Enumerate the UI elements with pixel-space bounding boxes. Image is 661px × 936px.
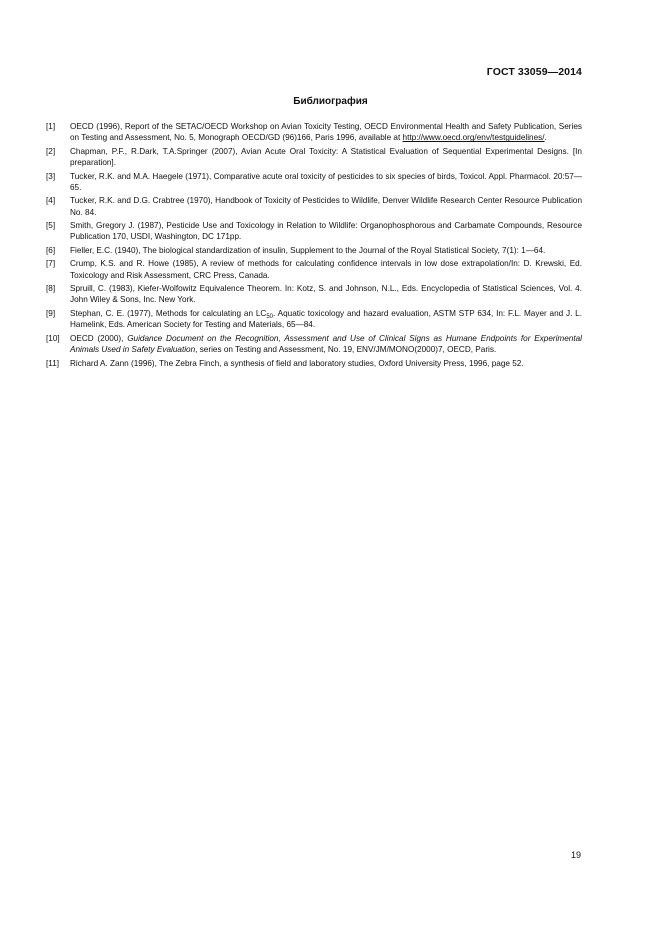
reference-text-part: Stephan, C. E. (1977), Methods for calculating an LC <box>70 308 267 318</box>
reference-number: [10] <box>46 333 60 343</box>
bibliography-title: Библиография <box>293 96 368 107</box>
reference-text: Fieller, E.C. (1940), The biological standardization of insulin, Supplement to the Journal of the Royal Statistical Society, 7(1): 1—64. <box>70 245 546 255</box>
reference-text: Spruill, C. (1983), Kiefer-Wolfowitz Equivalence Theorem. In: Kotz, S. and Johnson, N.L., Eds. Encyclopedia of Statistical Sciences, Vol. 4. John Wiley & Sons, Inc. New York. <box>70 284 582 305</box>
reference-number: [3] <box>46 171 56 181</box>
reference-text: Smith, Gregory J. (1987), Pesticide Use and Toxicology in Relation to Wildlife: Organophosphorous and Carbamate Compounds, Resource Publication 170, USDI, Washington, DC 171pp. <box>70 221 582 242</box>
reference-item <box>46 121 582 144</box>
reference-text-part: . Aquatic toxicology and hazard evaluation, ASTM STP 634, In: F.L. Mayer and J. L. Hamelink, Eds. American Society for Testing and Materials, 65—84. <box>70 308 583 330</box>
reference-item <box>46 283 582 306</box>
reference-text: Chapman, P.F., R.Dark, T.A.Springer (2007), Avian Acute Oral Toxicity: A Statistical Evaluation of Sequential Experimental Designs. [In preparation]. <box>70 146 582 168</box>
document-code: ГОСТ 33059—2014 <box>486 66 582 78</box>
reference-text-part: OECD (1996), Report of the SETAC/OECD Workshop on Avian Toxicity Testing, OECD Environmental Health and Safety Publication, Series on Testing and Assessment, No. 5, Monograph OECD/GD (96)166, Paris 1996, available at <box>70 122 582 143</box>
reference-item <box>46 245 582 256</box>
reference-text-part: , series on Testing and Assessment, No. 19, ENV/JM/MONO(2000)7, OECD, Paris. <box>195 345 497 355</box>
reference-text: Richard A. Zann (1996), The Zebra Finch, a synthesis of field and laboratory studies, Oxford University Press, 1996, page 52. <box>70 358 524 368</box>
reference-text <box>70 333 582 356</box>
reference-number: [9] <box>46 308 56 318</box>
reference-text-part: OECD (2000), <box>70 333 128 343</box>
reference-item <box>46 220 582 243</box>
reference-number: [7] <box>46 259 56 269</box>
reference-item <box>46 258 582 281</box>
reference-number: [8] <box>46 284 56 294</box>
reference-item <box>46 358 582 369</box>
reference-number: [4] <box>46 196 56 206</box>
reference-number: [5] <box>46 221 56 231</box>
reference-text-part: . <box>544 133 547 143</box>
reference-item <box>46 333 582 356</box>
reference-text: Tucker, R.K. and M.A. Haegele (1971), Comparative acute oral toxicity of pesticides to six species of birds, Toxicol. Appl. Pharmacol. 20:57—65. <box>70 171 582 192</box>
reference-number: [6] <box>46 245 56 255</box>
subscript: 50 <box>266 313 273 320</box>
reference-number: [2] <box>46 146 56 156</box>
bibliography-list <box>46 121 582 371</box>
reference-text <box>70 121 582 144</box>
reference-text <box>70 308 582 331</box>
reference-text: Crump, K.S. and R. Howe (1985), A review of methods for calculating confidence intervals in low dose extrapolation/In: D. Krewski, Ed. Toxicology and Risk Assessment, CRC Press, Canada. <box>70 259 582 280</box>
reference-item <box>46 171 582 194</box>
reference-item <box>46 308 582 331</box>
reference-italic-title: Guidance Document on the Recognition, Assessment and Use of Clinical Signs as Humane Endpoints for Experimental Animals Used in Safety Evaluation <box>70 333 582 355</box>
page-number: 19 <box>570 850 581 860</box>
reference-item <box>46 195 582 218</box>
reference-item <box>46 146 582 169</box>
reference-number: [1] <box>46 122 56 131</box>
reference-text: Tucker, R.K. and D.G. Crabtree (1970), Handbook of Toxicity of Pesticides to Wildlife, Denver Wildlife Research Center Resource Publication No. 84. <box>70 196 582 217</box>
reference-link[interactable]: http://www.oecd.org/env/testguidelines/ <box>402 133 545 143</box>
reference-number: [11] <box>46 358 60 368</box>
